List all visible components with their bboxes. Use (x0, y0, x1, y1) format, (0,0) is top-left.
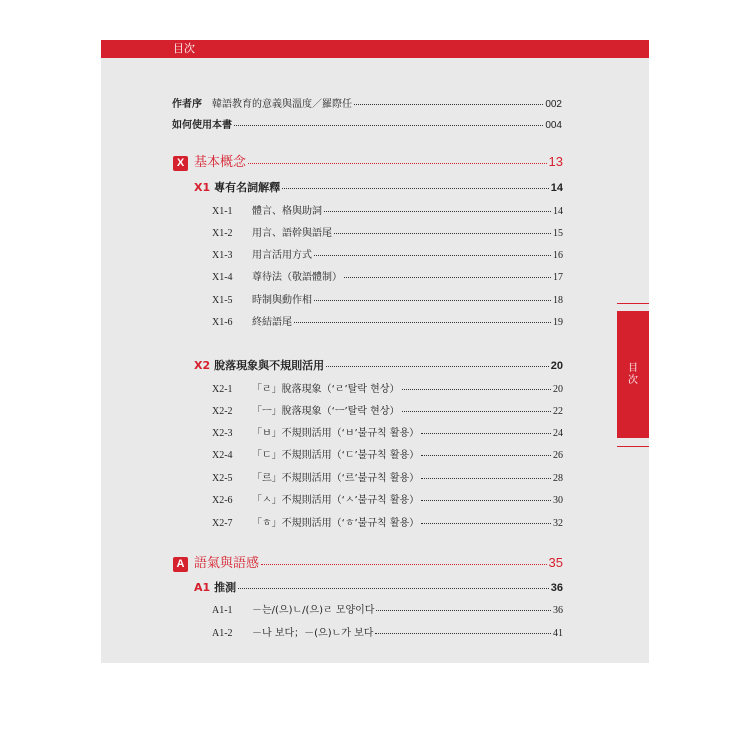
toc-section-x2[interactable] (194, 357, 563, 373)
side-tab-rule-top (617, 303, 649, 304)
page-number: 14 (550, 182, 563, 194)
toc-item[interactable] (212, 380, 563, 395)
toc-item[interactable] (212, 424, 563, 439)
dot-leader (421, 477, 551, 479)
dot-leader (402, 388, 552, 390)
section-code: A1 (194, 581, 211, 594)
section-title: 專有名詞解釋 (214, 181, 281, 194)
toc-item[interactable] (212, 514, 563, 529)
toc-section-x1[interactable] (194, 179, 563, 195)
item-title: 尊待法（敬語體制） (252, 272, 342, 283)
item-code: X1-3 (212, 250, 233, 261)
page-number: 004 (545, 120, 562, 131)
item-title: 「ㅡ」脫落現象（‘ㅡ’탈락 현상） (252, 406, 400, 417)
dot-leader (324, 210, 551, 212)
item-code: X2-6 (212, 495, 233, 506)
page-number: 13 (548, 154, 563, 169)
side-tab-rule-bottom (617, 446, 649, 447)
side-tab-label: 目次 (628, 363, 638, 386)
item-code: X2-5 (212, 473, 233, 484)
chapter-title: 基本概念 (194, 155, 247, 170)
item-code: X1-4 (212, 272, 233, 283)
chapter-title: 語氣與語感 (194, 556, 260, 571)
dot-leader (294, 321, 551, 323)
dot-leader (334, 232, 551, 234)
item-title: 「ㅂ」不規則活用（‘ㅂ’불규칙 활용） (252, 428, 420, 439)
item-title: －는/(으)ㄴ/(으)ㄹ 모양이다 (252, 605, 375, 616)
item-code: X2-4 (212, 450, 233, 461)
dot-leader (234, 124, 543, 126)
toc-item[interactable] (212, 491, 563, 506)
toc-entry-how-to-use[interactable] (172, 116, 562, 131)
item-title: 「ㅅ」不規則活用（‘ㅅ’불규칙 활용） (252, 495, 420, 506)
item-code: X2-1 (212, 384, 233, 395)
toc-item[interactable] (212, 469, 563, 484)
dot-leader (314, 254, 551, 256)
item-code: X2-2 (212, 406, 233, 417)
item-title: 「ㅎ」不規則活用（‘ㅎ’불규칙 활용） (252, 518, 420, 529)
entry-subtitle: 韓語教育的意義與溫度／羅際任 (212, 99, 352, 110)
page-number: 30 (553, 495, 563, 506)
toc-item[interactable] (212, 624, 563, 639)
page-number: 15 (553, 228, 563, 239)
dot-leader (421, 454, 551, 456)
section-code: X1 (194, 181, 211, 194)
header-title: 目次 (173, 42, 195, 55)
dot-leader (421, 522, 551, 524)
toc-item[interactable] (212, 202, 563, 217)
toc-entry-preface[interactable] (172, 95, 562, 110)
item-title: 用言、語幹與語尾 (252, 228, 332, 239)
dot-leader (261, 563, 547, 565)
toc-page (101, 40, 649, 663)
item-code: A1-2 (212, 628, 233, 639)
dot-leader (402, 410, 552, 412)
item-title: 用言活用方式 (252, 250, 312, 261)
page-number: 26 (553, 450, 563, 461)
dot-leader (421, 499, 551, 501)
item-code: X1-5 (212, 295, 233, 306)
dot-leader (282, 187, 549, 189)
chapter-badge: X (173, 156, 188, 171)
entry-label: 如何使用本書 (172, 120, 232, 131)
page-number: 20 (553, 384, 563, 395)
toc-item[interactable] (212, 291, 563, 306)
dot-leader (238, 587, 549, 589)
toc-chapter-x[interactable] (173, 151, 563, 171)
dot-leader (314, 299, 551, 301)
page-number: 41 (553, 628, 563, 639)
section-title: 推測 (214, 581, 237, 594)
toc-item[interactable] (212, 313, 563, 328)
page-number: 36 (550, 582, 563, 594)
dot-leader (248, 162, 547, 164)
dot-leader (375, 632, 551, 634)
item-code: X1-2 (212, 228, 233, 239)
entry-label: 作者序 (172, 99, 202, 110)
page-number: 20 (550, 360, 563, 372)
page-number: 18 (553, 295, 563, 306)
page-number: 14 (553, 206, 563, 217)
item-code: X1-6 (212, 317, 233, 328)
item-code: X2-7 (212, 518, 233, 529)
item-code: X1-1 (212, 206, 233, 217)
toc-item[interactable] (212, 246, 563, 261)
header-bar (101, 40, 649, 58)
toc-item[interactable] (212, 601, 563, 616)
page-number: 32 (553, 518, 563, 529)
item-title: 「ㄷ」不規則活用（‘ㄷ’불규칙 활용） (252, 450, 420, 461)
page-number: 002 (545, 99, 562, 110)
dot-leader (376, 609, 551, 611)
dot-leader (344, 276, 551, 278)
section-title: 脫落現象與不規則活用 (214, 359, 325, 372)
page-number: 22 (553, 406, 563, 417)
toc-item[interactable] (212, 402, 563, 417)
item-title: 「ㄹ」脫落現象（‘ㄹ’탈락 현상） (252, 384, 400, 395)
chapter-badge: A (173, 557, 188, 572)
side-tab[interactable] (617, 311, 649, 438)
item-title: 時制與動作相 (252, 295, 312, 306)
toc-item[interactable] (212, 224, 563, 239)
dot-leader (354, 103, 543, 105)
page-number: 24 (553, 428, 563, 439)
page-number: 17 (553, 272, 563, 283)
toc-section-a1[interactable] (194, 579, 563, 595)
page-number: 35 (548, 555, 563, 570)
dot-leader (326, 365, 549, 367)
toc-item[interactable] (212, 446, 563, 461)
toc-chapter-a[interactable] (173, 552, 563, 572)
item-code: A1-1 (212, 605, 233, 616)
dot-leader (421, 432, 551, 434)
section-code: X2 (194, 359, 211, 372)
item-code: X2-3 (212, 428, 233, 439)
toc-item[interactable] (212, 268, 563, 283)
page-number: 28 (553, 473, 563, 484)
item-title: －나 보다；－(으)ㄴ가 보다 (252, 628, 374, 639)
page-number: 19 (553, 317, 563, 328)
item-title: 「르」不規則活用（‘르’불규칙 활용） (252, 473, 420, 484)
item-title: 體言、格與助詞 (252, 206, 322, 217)
item-title: 終結語尾 (252, 317, 292, 328)
page-number: 36 (553, 605, 563, 616)
page-number: 16 (553, 250, 563, 261)
